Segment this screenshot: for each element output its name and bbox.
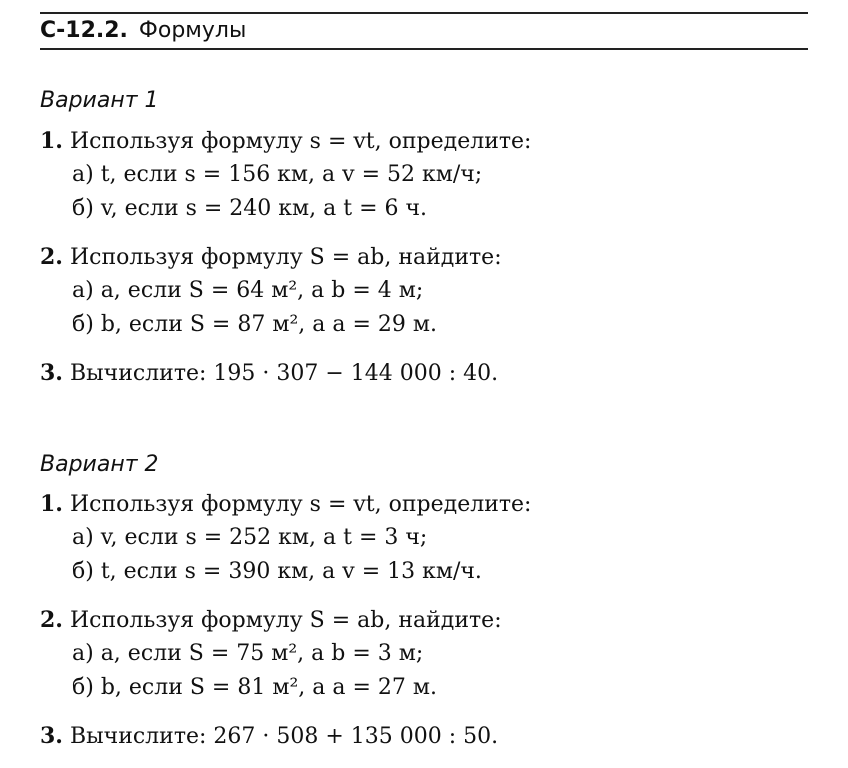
v1-task-2-item-a: а) a, если S = 64 м², а b = 4 м;	[72, 278, 424, 303]
task-text: Вычислите: 267 · 508 + 135 000 : 50.	[69, 724, 499, 749]
task-number: 1.	[40, 491, 63, 517]
task-text: Используя формулу s = vt, определите:	[69, 129, 532, 154]
v1-task-2-item-b: б) b, если S = 87 м², а a = 29 м.	[72, 312, 437, 337]
task-number: 2.	[40, 244, 63, 270]
v2-task-1	[40, 491, 531, 517]
section-header	[40, 12, 808, 50]
variant-1-title: Вариант 1	[40, 88, 159, 113]
v1-task-1-item-a: а) t, если s = 156 км, а v = 52 км/ч;	[72, 162, 483, 187]
v1-task-3	[40, 360, 498, 386]
task-text: Используя формулу s = vt, определите:	[69, 492, 532, 517]
task-text: Используя формулу S = ab, найдите:	[69, 245, 502, 270]
v2-task-1-item-b: б) t, если s = 390 км, а v = 13 км/ч.	[72, 559, 482, 584]
v1-task-2	[40, 244, 502, 270]
task-text: Вычислите: 195 · 307 − 144 000 : 40.	[69, 361, 499, 386]
variant-2-title: Вариант 2	[40, 452, 159, 477]
task-number: 3.	[40, 360, 63, 386]
task-number: 1.	[40, 128, 63, 154]
section-title: Формулы	[138, 18, 247, 43]
task-text: Используя формулу S = ab, найдите:	[69, 608, 502, 633]
v2-task-2-item-b: б) b, если S = 81 м², а a = 27 м.	[72, 675, 437, 700]
v2-task-2	[40, 607, 502, 633]
section-code: С-12.2.	[40, 18, 128, 43]
v2-task-3	[40, 723, 498, 749]
v1-task-1	[40, 128, 531, 154]
v2-task-1-item-a: а) v, если s = 252 км, а t = 3 ч;	[72, 525, 428, 550]
v1-task-1-item-b: б) v, если s = 240 км, а t = 6 ч.	[72, 196, 428, 221]
v2-task-2-item-a: а) a, если S = 75 м², а b = 3 м;	[72, 641, 424, 666]
task-number: 2.	[40, 607, 63, 633]
task-number: 3.	[40, 723, 63, 749]
